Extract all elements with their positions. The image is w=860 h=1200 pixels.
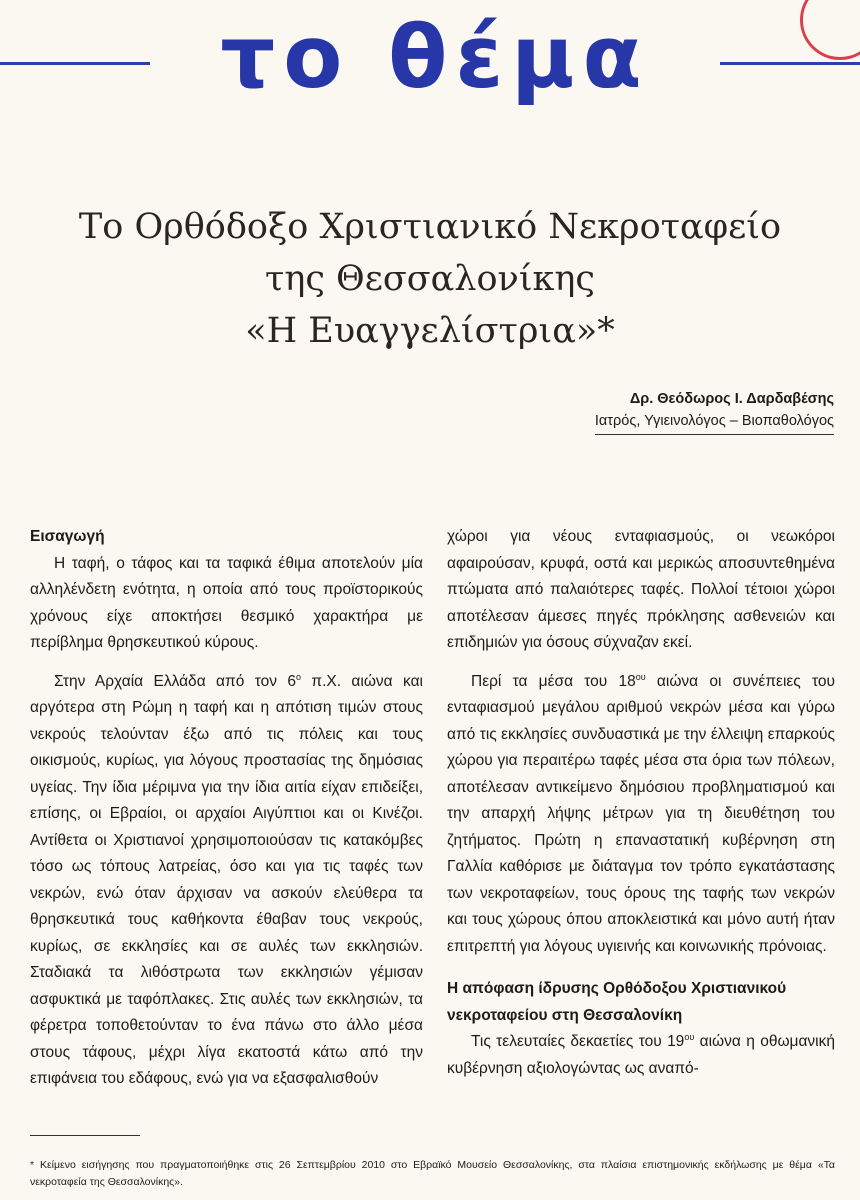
article-title-line-3: «Η Ευαγγελίστρια»*	[245, 311, 615, 352]
author-role: Ιατρός, Υγιεινολόγος – Βιοπαθολόγος	[595, 410, 834, 435]
paragraph-2-continued: χώροι για νέους ενταφιασμούς, οι νεωκόροι αφαιρούσαν, κρυφά, οστά και μερικώς αποσυντεθημένα πτώματα από παλαιότερες ταφές. Πολλοί τέτοιοι χώροι αποτέλεσαν άμεσες πηγές πρόκλησης ασθενειών και επιδημιών για όσους σύχναζαν εκεί.	[447, 528, 835, 651]
paragraph-3-superscript: ου	[635, 671, 646, 682]
paragraph-3-rest: αιώνα οι συνέπειες του ενταφιασμού μεγάλου αριθμού νεκρών μέσα και γύρω από τις εκκλησίες συνδυαστικά με την έλλειψη επαρκούς χώρου για περαιτέρω ταφές μέσα στα όρια των πόλεων, αποτέλεσαν αντικείμενο δημόσιου προβληματισμού και την απαρχή λήψης μέτρων για τη διευθέτηση του ζητήματος. Πρώτη η επαναστατική κυβέρνηση στη Γαλλία καθόρισε με διάταγμα τον τρόπο εγκατάστασης των νεκροταφείων, τους όρους της ταφής των νεκρών και τους χώρους όπου αποκλειστικά και μόνο αυτή ήταν επιτρεπτή για λόγους υγιεινής και κοινωνικής πρόνοιας.	[447, 672, 835, 955]
footnote: * Κείμενο εισήγησης που πραγματοποιήθηκε στις 26 Σεπτεμβρίου 2010 στο Εβραϊκό Μουσείο Θεσσαλονίκης, στα πλαίσια επιστημονικής εκδήλωσης με θέμα «Τα νεκροταφεία της Θεσσαλονίκης».	[30, 1158, 835, 1188]
paragraph-4-start: Τις τελευταίες δεκαετίες του 19	[471, 1033, 685, 1050]
author-block	[595, 388, 834, 435]
paragraph-4	[447, 1029, 835, 1082]
article-title-line-2: της Θεσσαλονίκης	[264, 259, 595, 300]
section-heading-cemetery-founding: Η απόφαση ίδρυσης Ορθόδοξου Χριστιανικού νεκροταφείου στη Θεσσαλονίκη	[447, 980, 787, 1024]
section-heading-introduction: Εισαγωγή	[30, 528, 105, 545]
footnote-rule	[30, 1135, 140, 1136]
paragraph-2	[30, 669, 423, 1093]
article-title-line-1: Το Ορθόδοξο Χριστιανικό Νεκροταφείο	[78, 207, 782, 248]
author-name: Δρ. Θεόδωρος Ι. Δαρδαβέσης	[629, 391, 834, 407]
paragraph-1: Η ταφή, ο τάφος και τα ταφικά έθιμα αποτελούν μία αλληλένδετη ενότητα, η οποία από τους προϊστορικούς χρόνους είχε αποκτήσει θεσμικό χαρακτήρα με περίβλημα θρησκευτικού κύρους.	[30, 554, 423, 651]
paragraph-2-superscript: ο	[295, 671, 301, 682]
paragraph-4-superscript: ου	[684, 1031, 695, 1042]
article-column-left	[30, 524, 423, 1093]
paragraph-3	[447, 669, 835, 961]
paragraph-2-rest: π.Χ. αιώνα και αργότερα στη Ρώμη η ταφή και η απότιση τιμών στους νεκρούς τελούνταν έξω από τις πόλεις και τους οικισμούς, κυρίως, για λόγους προστασίας της δημόσιας υγείας. Την ίδια μέριμνα για την ίδια αιτία είχαν επιδείξει, επίσης, οι Εβραίοι, οι αρχαίοι Αιγύπτιοι και οι Κινέζοι. Αντίθετα οι Χριστιανοί χρησιμοποιούσαν τις κατακόμβες τόσο ως τόπους λατρείας, όσο και για τις ταφές των νεκρών, ενώ όταν άρχισαν να ασκούν ελεύθερα τα θρησκευτικά τους καθήκοντα έθαβαν τους νεκρούς, κυρίως, σε εκκλησίες και σε αυλές των εκκλησιών. Σταδιακά τα λιθόστρωτα των εκκλησιών γέμισαν ασφυκτικά με ταφόπλακες. Στις αυλές των εκκλησιών, τα φέρετρα τοποθετούνταν το ένα πάνω στο άλλο μέσα στους τάφους, μέχρι λίγα εκατοστά κάτω από την επιφάνεια του εδάφους, ενώ για να εξασφαλισθούν	[30, 672, 423, 1087]
article-column-right	[447, 524, 835, 1082]
masthead-title: το θέμα	[220, 8, 650, 108]
paragraph-4-rest: αιώνα η οθωμανική κυβέρνηση αξιολογώντας ως αναπό-	[447, 1033, 835, 1077]
paragraph-3-start: Περί τα μέσα του 18	[471, 672, 636, 690]
masthead-rule-left	[0, 62, 150, 65]
article-title	[0, 201, 860, 357]
paragraph-2-start: Στην Αρχαία Ελλάδα από τον 6	[54, 672, 296, 690]
masthead-rule-right	[720, 62, 860, 65]
